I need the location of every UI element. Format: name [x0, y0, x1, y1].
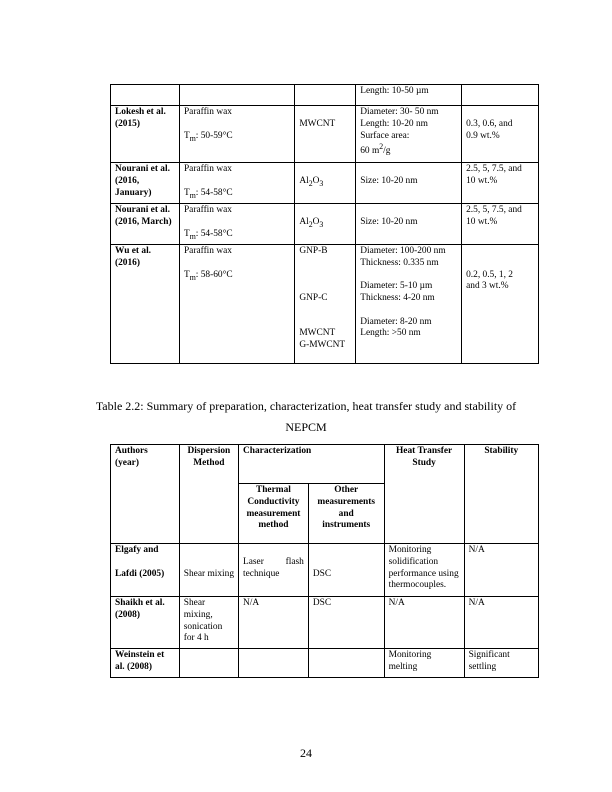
nanoparticle-cell: $Al_2O_3$ [295, 163, 356, 204]
heat-transfer-cell: Monitoring solidification performance using thermocouples. [384, 544, 464, 597]
heat-transfer-cell: N/A [384, 597, 464, 649]
size-cell: Diameter: 100-200 nm Thickness: 0.335 nm Diameter: 5-10 µm Thickness: 4-20 nm Diameter: 8-20 nm Length: >50 nm [356, 245, 462, 364]
size-cell: Size: 10-20 nm [356, 204, 462, 245]
authors-cell: Nourani et al. (2016, March) [111, 204, 180, 245]
concentration-cell: 0.2, 0.5, 1, 2 and 3 wt.% [462, 245, 539, 364]
nepcm-summary-table [110, 444, 539, 678]
stability-header: Stability [464, 445, 538, 544]
thermal-cell: N/A [239, 597, 309, 649]
stability-cell: N/A [464, 544, 538, 597]
thermal-cell: Laser flash technique [239, 544, 309, 597]
stability-cell: Significant settling [464, 649, 538, 678]
characterization-header: Characterization [239, 445, 385, 484]
authors-header: Authors (year) [111, 445, 180, 544]
dispersion-cell: Shear mixing [179, 544, 238, 597]
heat-transfer-header: Heat Transfer Study [384, 445, 464, 544]
concentration-cell: 2.5, 5, 7.5, and 10 wt.% [462, 204, 539, 245]
authors-cell: Wu et al. (2016) [111, 245, 180, 364]
table-row [111, 204, 539, 245]
dispersion-cell [179, 649, 238, 678]
other-measurements-header: Other measurements and instruments [308, 484, 384, 544]
table-row [111, 649, 539, 678]
pcm-cell: Paraffin wax $T_m$: 50-59°C [179, 106, 294, 163]
table-row [111, 106, 539, 163]
authors-cell: Lokesh et al. (2015) [111, 106, 180, 163]
concentration-cell: 2.5, 5, 7.5, and 10 wt.% [462, 163, 539, 204]
table-row [111, 544, 539, 597]
size-cell: Diameter: 30- 50 nm Length: 10-20 nm Surface area: 60 $m^2/g$ [356, 106, 462, 163]
table-caption: Table 2.2: Summary of preparation, characterization, heat transfer study and stability of NEPCM [95, 399, 517, 434]
pcm-cell: Paraffin wax $T_m$: 54-58°C [179, 163, 294, 204]
other-cell [308, 649, 384, 678]
table-row [111, 85, 539, 106]
table-row [111, 163, 539, 204]
nanoparticle-cell: GNP-B GNP-C MWCNT G-MWCNT [295, 245, 356, 364]
authors-cell: Weinstein et al. (2008) [111, 649, 180, 678]
table-row [111, 597, 539, 649]
heat-transfer-cell: Monitoring melting [384, 649, 464, 678]
pcm-cell: Paraffin wax $T_m$: 54-58°C [179, 204, 294, 245]
thermal-cell [239, 649, 309, 678]
concentration-cell: 0.3, 0.6, and 0.9 wt.% [462, 106, 539, 163]
stability-cell: N/A [464, 597, 538, 649]
other-cell: DSC [308, 597, 384, 649]
pcm-cell: Paraffin wax $T_m$: 58-60°C [179, 245, 294, 364]
authors-cell: Shaikh et al. (2008) [111, 597, 180, 649]
nepcm-table-continued [110, 84, 539, 364]
authors-cell: Nourani et al. (2016, January) [111, 163, 180, 204]
dispersion-header: Dispersion Method [179, 445, 238, 544]
other-cell: DSC [308, 544, 384, 597]
dispersion-cell: Shear mixing, sonication for 4 h [179, 597, 238, 649]
size-cell: Size: 10-20 nm [356, 163, 462, 204]
nanoparticle-cell: $Al_2O_3$ [295, 204, 356, 245]
page-number: 24 [300, 746, 312, 760]
authors-cell: Elgafy and Lafdi (2005) [111, 544, 180, 597]
size-cell: Length: 10-50 µm [356, 85, 462, 106]
header-row [111, 445, 539, 484]
table-row [111, 245, 539, 364]
nanoparticle-cell: MWCNT [295, 106, 356, 163]
thermal-conductivity-header: Thermal Conductivity measurement method [239, 484, 309, 544]
